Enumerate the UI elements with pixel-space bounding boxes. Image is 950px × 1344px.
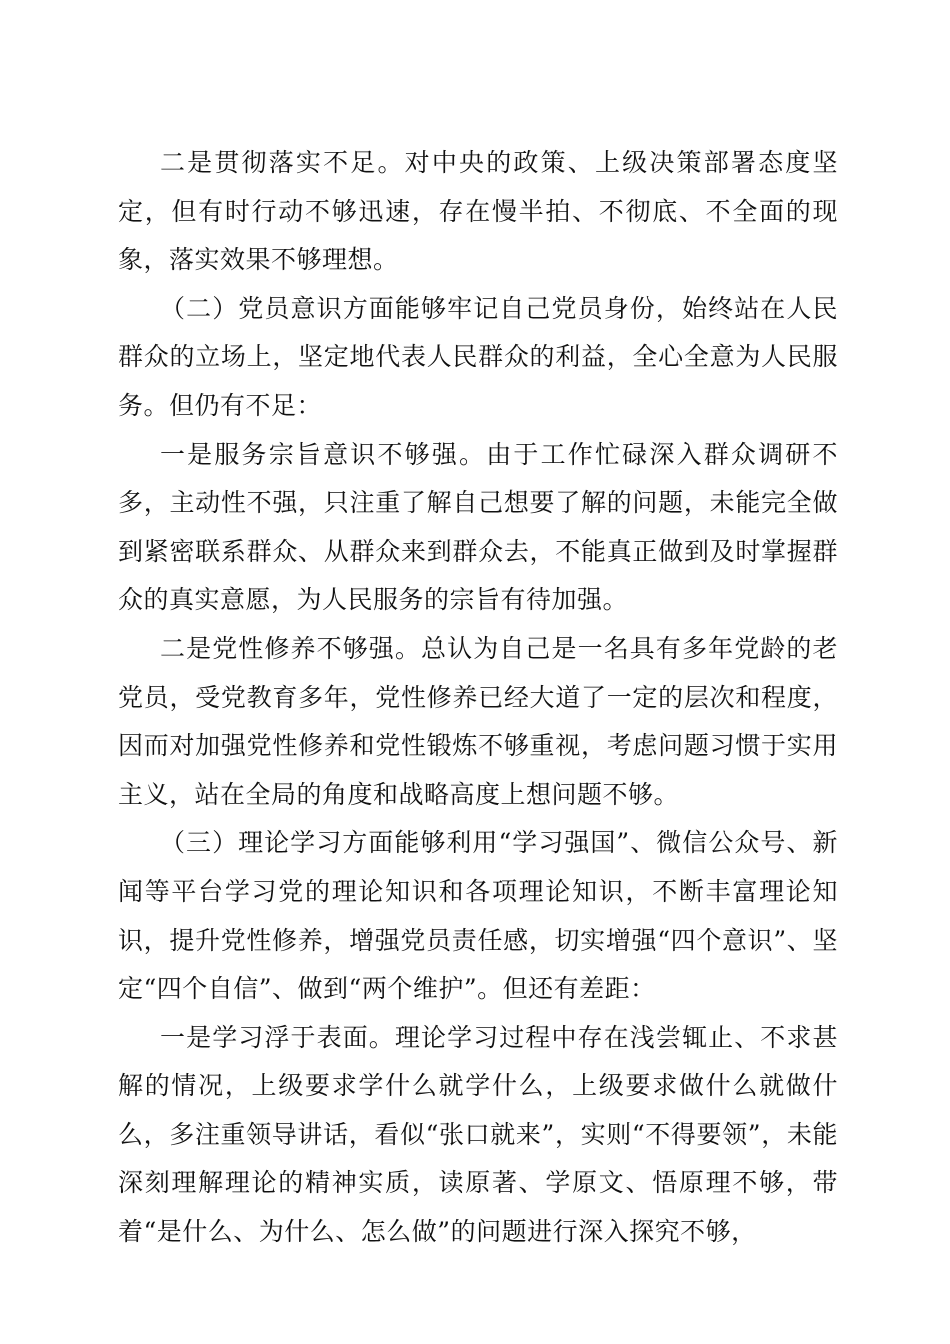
paragraph-party-awareness: （二）党员意识方面能够牢记自己党员身份，始终站在人民群众的立场上，坚定地代表人民群众的利益，全心全意为人民服务。但仍有不足：	[118, 293, 838, 420]
paragraph-implementation-shortfall: 二是贯彻落实不足。对中央的政策、上级决策部署态度坚定，但有时行动不够迅速，存在慢半拍、不彻底、不全面的现象，落实效果不够理想。	[118, 148, 838, 275]
paragraph-superficial-study: 一是学习浮于表面。理论学习过程中存在浅尝辄止、不求甚解的情况，上级要求学什么就学什么，上级要求做什么就做什么，多注重领导讲话，看似“张口就来”，实则“不得要领”，未能深刻理解理论的精神实质，读原著、学原文、悟原理不够，带着“是什么、为什么、怎么做”的问题进行深入探究不够，	[118, 1022, 838, 1247]
document-body	[118, 139, 838, 1257]
paragraph-theory-study: （三）理论学习方面能够利用“学习强国”、微信公众号、新闻等平台学习党的理论知识和各项理论知识，不断丰富理论知识，提升党性修养，增强党员责任感，切实增强“四个意识”、坚定“四个自信”、做到“两个维护”。但还有差距：	[118, 828, 838, 1004]
paragraph-service-purpose: 一是服务宗旨意识不够强。由于工作忙碌深入群众调研不多，主动性不强，只注重了解自己想要了解的问题，未能完全做到紧密联系群众、从群众来到群众去，不能真正做到及时掌握群众的真实意愿，为人民服务的宗旨有待加强。	[118, 439, 838, 615]
paragraph-party-cultivation: 二是党性修养不够强。总认为自己是一名具有多年党龄的老党员，受党教育多年，党性修养已经大道了一定的层次和程度，因而对加强党性修养和党性锻炼不够重视，考虑问题习惯于实用主义，站在全局的角度和战略高度上想问题不够。	[118, 633, 838, 809]
